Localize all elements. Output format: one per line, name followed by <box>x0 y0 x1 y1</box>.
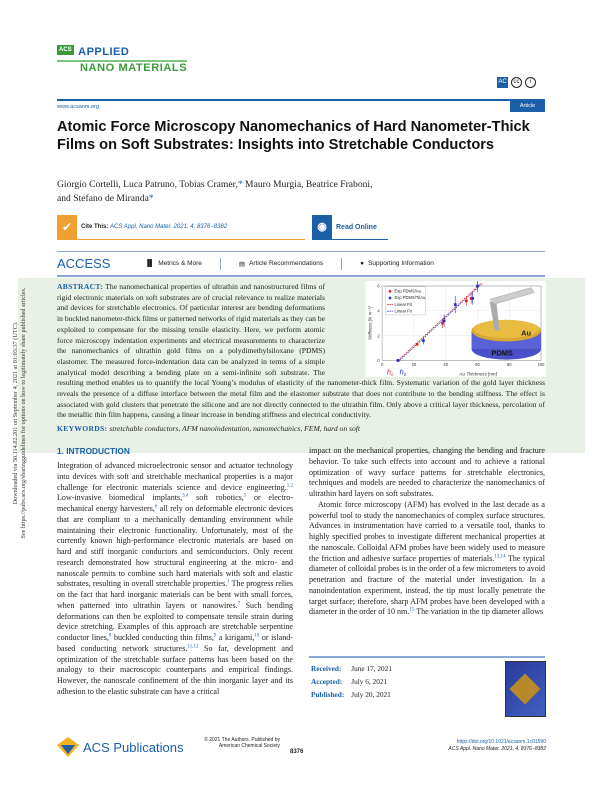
legend-entry: Exp PDMS/Ti/Au <box>394 295 426 301</box>
author-list <box>57 178 457 206</box>
recommendations-label: Article Recommendations <box>249 260 324 267</box>
info-circle-icon: ● <box>360 260 365 267</box>
abstract-heading: ABSTRACT: <box>57 282 104 291</box>
keywords <box>57 424 545 435</box>
paper-title: Atomic Force Microscopy Nanomechanics of Hard Nanometer-Thick Films on Soft Substrates: Insights into Stretchable Conductors <box>57 119 530 153</box>
supporting-information-link[interactable] <box>360 260 434 267</box>
divider <box>220 258 221 270</box>
legend-marker <box>389 290 391 292</box>
section-heading-introduction: 1. INTRODUCTION <box>57 446 130 456</box>
intro-paragraph: Integration of advanced microelectronic sensor and actuator technology into devices with soft and stretchable mechanical properties is a major challenge for electronic materials science and device engineering.$^{1,2}$ Low-invasive biomedical implants,$^{3,4}$ soft robotics,$^5$ or electro-mechanical energy harvesters,$^6$ all rely on deformable electronic devices that are compliant to a mechanically demanding environment while maintaining their electronic functionality. Unfortunately, most of the currently known high-performance electronic materials are based on hard and stiff inorganic conductors and semiconductors. Only recent research demonstrated how structural engineering at the micro- and nanoscale permits to combine such hard materials with soft and elastic substrates, resulting in overall stretchable properties.$^1$ The progress relies on the fact that hard inorganic materials can be bent with small forces, when patterned into ultrathin layers or nanowires.$^7$ Such bending deformations can then be exploited to compensate tensile strain during device stretching. Examples of this approach are stretchable serpentine conductor lines,$^8$ buckled conducting thin films,$^9$ a kirigami,$^{10}$ or island-based conducting network structures.$^{11,12}$ So far, development and optimization of the stretchable surface patterns has been based on the analogy to their macroscopic counterparts and empirical findings. However, the nanoscale confinement of the thin inorganic layer and its adhesion to the elastic substrate can have a critical <box>57 461 294 696</box>
y-tick-label: 6 <box>377 283 380 289</box>
authors-text: Mauro Murgia, Beatrice Fraboni, <box>242 179 373 190</box>
x-tick-label: 0 <box>380 362 384 368</box>
copyright-line: American Chemical Society <box>218 743 280 749</box>
copyright-line: © 2021 The Authors. Published by <box>204 737 280 743</box>
metrics-label: Metrics & More <box>158 260 202 267</box>
journal-cover-thumbnail[interactable] <box>505 661 546 717</box>
acs-authorchoice-icon[interactable]: AC <box>497 77 508 88</box>
pdms-label: PDMS <box>491 348 513 358</box>
journal-name-line1: APPLIED <box>78 46 130 58</box>
doi-link[interactable]: https://doi.org/10.1021/acsanm.1c01590 <box>456 739 546 745</box>
data-point <box>471 297 474 300</box>
intro-right-column <box>309 446 545 618</box>
x-tick-label: 20 <box>411 362 417 368</box>
legend-entry: Linear Fit <box>394 301 412 307</box>
access-label: ACCESS <box>57 256 111 271</box>
au-label: Au <box>521 328 532 338</box>
intro-left-column <box>57 461 293 698</box>
divider <box>341 258 342 270</box>
keywords-heading: KEYWORDS: <box>57 424 108 434</box>
cite-reference[interactable]: ACS Appl. Nano Mater. 2021, 4, 8376−8382 <box>110 224 228 230</box>
y-axis-label: Stiffness [N m⁻¹] <box>367 306 373 340</box>
page-number: 8376 <box>290 749 304 755</box>
data-point <box>397 359 400 362</box>
x-tick-label: 40 <box>443 362 448 368</box>
published-date: July 20, 2021 <box>351 690 391 699</box>
y-tick-label: 2 <box>377 333 380 339</box>
journal-name-line2: NANO MATERIALS <box>57 60 187 74</box>
doi-block <box>420 739 546 753</box>
toc-graphic <box>328 281 546 377</box>
legend-entry: Linear Fit <box>394 308 412 314</box>
hn-label: $h_n$ <box>386 367 394 377</box>
x-tick-label: 100 <box>537 362 545 368</box>
cite-this-box[interactable] <box>57 215 305 240</box>
license-icons <box>497 77 536 88</box>
cite-label: Cite This: <box>81 224 109 230</box>
read-online-label: Read Online <box>336 223 377 231</box>
authors-text: Giorgio Cortelli, Luca Patruno, Tobias Cramer, <box>57 179 238 190</box>
publication-dates <box>309 661 394 702</box>
access-bar <box>57 251 545 277</box>
journal-reference: ACS Appl. Nano Mater. 2021, 4, 8376−8382 <box>448 746 546 752</box>
dates-rule <box>309 656 545 658</box>
cc-icon[interactable]: cc <box>511 77 522 88</box>
sharing-guidelines-link[interactable]: See https://pubs.acs.org/sharingguidelines for options on how to legitimately share published articles. <box>20 287 27 539</box>
acs-badge: ACS <box>59 47 72 53</box>
article-recommendations-link[interactable] <box>239 260 323 268</box>
copyright <box>180 737 280 749</box>
globe-icon: ◉ <box>312 215 332 240</box>
by-icon[interactable]: i <box>525 77 536 88</box>
accepted-label: Accepted: <box>311 677 343 686</box>
journal-logo <box>57 42 187 74</box>
legend-entry: Exp PDMS/Au <box>394 288 421 294</box>
data-point <box>422 339 425 342</box>
bar-chart-icon: ▐▌ <box>145 260 155 267</box>
download-notice <box>5 240 35 600</box>
download-notice-line: Downloaded via 50.114.82.201 on September 4, 2021 at 01:03:37 (UTC). <box>12 321 19 505</box>
x-axis-label: Au Thickness [nm] <box>459 371 497 377</box>
received-date: June 17, 2021 <box>351 664 393 673</box>
x-tick-label: 80 <box>506 362 512 368</box>
data-point <box>454 303 457 306</box>
supporting-label: Supporting Information <box>368 260 434 267</box>
intro-paragraph: Atomic force microscopy (AFM) has evolved in the last decade as a powerful tool to study the nanomechanics of complex surface structures. Advances in instrumentation have carried to a versatile tool, thanks to highly specified probes to investigate different mechanical properties at the nanoscale. Colloidal AFM probes have been widely used to measure the friction and adhesive surface properties of materials.$^{13,14}$ The typical diameter of colloidal probes is in the order of a few micrometers to avoid penetration and fracture of the material under investigation. In a nanoindentation experiment, instead, the tip must locally penetrate the target surface; therefore, sharp AFM probes have been developed with a diameter in the order of 10 nm.$^{15}$ The variation in the tip diameter allows <box>309 499 545 617</box>
corresponding-star[interactable]: * <box>237 179 243 190</box>
data-point <box>465 300 468 303</box>
data-point <box>443 319 446 322</box>
checkmark-icon: ✔ <box>57 215 77 240</box>
published-label: Published: <box>311 690 345 699</box>
article-type-badge: Article <box>510 100 545 112</box>
journal-url-link[interactable]: www.acsanm.org <box>57 104 99 110</box>
keywords-text: stretchable conductors, AFM nanoindentation, nanomechanics, FEM, hard on soft <box>109 424 360 434</box>
data-point <box>476 285 479 288</box>
authors-text: and Stefano de Miranda <box>57 193 149 204</box>
h0-label: $h_0$ <box>399 367 407 377</box>
document-icon: ▤ <box>238 260 246 268</box>
data-point <box>441 322 444 325</box>
received-label: Received: <box>311 664 342 673</box>
abstract-text: The nanomechanical properties of ultrathin and nanostructured films of rigid electronic materials on soft substrates are of crucial relevance to realize materials and devices for stretchable electronics. Of particular interest are bending deformations in buckled nanometer-thick films or patterned networks of rigid materials as they can be exploited to compensate for the missing tensile elasticity. Here, we perform atomic force microscopy indentation experiments and electrical measurements to characterize the nanomechanics of ultrathin gold films on a polydimethylsiloxane (PDMS) elastomer. The measured force-indentation data can be analyzed in terms of a simple analytical model describing a bending plate on a semi-infinite soft substrate. The resulting method enables us to quantify the local Young’s modulus of elasticity of the nanometer-thick film. Systematic variation of the gold layer thickness reveals the presence of a diffuse interface between the metal film and the elastomer substrate that does not contribute to the bending stiffness. The effect is associated with gold clusters that penetrate the silicone and are not directly connected to the ultrathin film. Only above a critical layer thickness, percolation of the metallic thin film happens, causing a linear increase in bending stiffness and electrical conductivity. <box>57 282 545 420</box>
intro-paragraph: impact on the mechanical properties, changing the bending and fracture behavior. To take such effects into account and to achieve a rational optimization of wavy surface patterns for stretchable electronics, techniques and models are needed to characterize the nanomechanics of ultrathin hard layers on soft substrates. <box>309 446 545 498</box>
legend-marker <box>389 297 391 299</box>
x-tick-label: 60 <box>475 362 480 368</box>
y-tick-label: 0 <box>377 358 380 364</box>
corresponding-star[interactable]: * <box>148 193 154 204</box>
read-online-button[interactable] <box>312 215 388 240</box>
acs-publications-logo <box>57 737 183 757</box>
publisher-name: ACS Publications <box>83 739 184 755</box>
acs-hexagon-icon <box>57 737 79 757</box>
y-tick-label: 4 <box>377 308 380 314</box>
accepted-date: July 6, 2021 <box>351 677 388 686</box>
metrics-more-link[interactable] <box>145 260 202 267</box>
data-point <box>416 343 419 346</box>
header-rule <box>57 99 545 101</box>
legend <box>385 287 426 315</box>
